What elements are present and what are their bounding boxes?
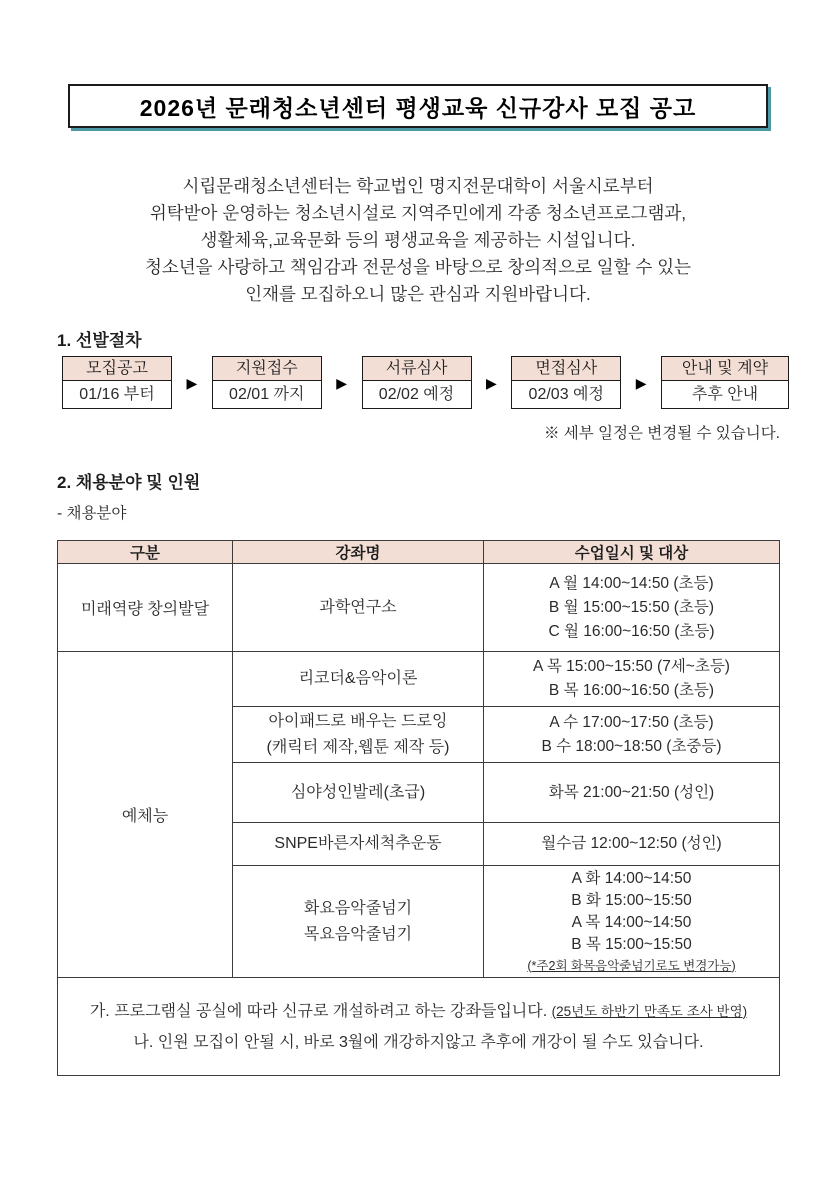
schedule-line: A 월 14:00~14:50 (초등) [549,574,714,592]
flow-step-date: 추후 안내 [691,386,759,403]
column-header-schedule: 수업일시 및 대상 [484,541,780,564]
schedule-line: B 목 15:00~15:50 [571,935,692,953]
course-name-cell [233,866,484,978]
schedule-line: A 수 17:00~17:50 (초등) [549,713,714,731]
flow-step-label: 모집공고 [63,357,171,381]
flow-step-contract [661,356,789,409]
note-underlined-text: (25년도 하반기 만족도 조사 반영) [551,1003,748,1019]
course-name: 심야성인발레(초급) [290,783,426,801]
table-notes-row [58,978,780,1076]
flow-step-label: 서류심사 [363,357,471,381]
schedule-line: B 목 16:00~16:50 (초등) [548,682,715,699]
schedule-line: 월수금 12:00~12:50 (성인) [541,835,722,852]
note-line [58,1027,779,1058]
intro-line: 생활체육,교육문화 등의 평생교육을 제공하는 시설입니다. [200,230,636,250]
section2-subheading: - 채용분야 [57,505,127,522]
intro-line: 위탁받아 운영하는 청소년시설로 지역주민에게 각종 청소년프로그램과, [149,203,687,223]
schedule-cell [484,866,780,978]
course-name: 과학연구소 [319,598,397,616]
flow-step-label: 면접심사 [512,357,620,381]
schedule-line: B 수 18:00~18:50 (초중등) [541,737,722,755]
arrow-right-icon: ▶ [485,374,497,391]
section1-heading: 1. 선발절차 [57,331,142,350]
intro-line: 시립문래청소년센터는 학교법인 명지전문대학이 서울시로부터 [182,176,654,196]
flow-step-date: 02/03 예정 [528,386,604,403]
table-row [58,564,780,652]
schedule-line: B 화 15:00~15:50 [571,891,692,909]
flow-step-date: 02/01 까지 [229,386,305,403]
column-header-course: 강좌명 [233,541,484,564]
note-line [58,996,779,1027]
flow-step-label: 안내 및 계약 [662,357,788,381]
arrow-right-icon: ▶ [635,374,647,391]
course-name-cell [233,652,484,707]
schedule-line: 화목 21:00~21:50 (성인) [548,783,715,801]
schedule-cell [484,823,780,866]
schedule-line: A 화 14:00~14:50 [571,869,692,887]
table-notes-cell [58,978,780,1076]
section2-heading: 2. 채용분야 및 인원 [57,473,201,492]
schedule-line: A 목 14:00~14:50 [571,913,692,931]
flow-step-interview [511,356,621,409]
flow-step-document-review [362,356,472,409]
course-name: 리코더&음악이론 [298,670,418,687]
course-name-sub: (캐릭터 제작,웹툰 제작 등) [266,738,450,756]
schedule-cell [484,763,780,823]
note-text: 나. 인원 모집이 안될 시, 바로 3월에 개강하지않고 추후에 개강이 될 수도 있습니다. [133,1033,704,1051]
arrow-right-icon: ▶ [186,374,198,391]
course-name: 아이패드로 배우는 드로잉 [268,712,448,730]
note-text: 가. 프로그램실 공실에 따라 신규로 개설하려고 하는 강좌들입니다. [89,1002,552,1020]
course-name-cell [233,763,484,823]
schedule-cell [484,652,780,707]
recruitment-table [57,540,780,1076]
schedule-change-option-note: (*주2회 화목음악줄넘기로도 변경가능) [527,958,736,973]
flow-step-announcement [62,356,172,409]
schedule-cell [484,564,780,652]
flow-step-application [212,356,322,409]
intro-paragraph [48,173,788,308]
flow-step-label: 지원접수 [213,357,321,381]
course-name-cell [233,823,484,866]
column-header-category: 구분 [58,541,233,564]
schedule-cell [484,707,780,763]
intro-line: 인재를 모집하오니 많은 관심과 지원바랍니다. [245,284,591,304]
table-row [58,652,780,707]
category-cell: 예체능 [58,652,233,978]
course-name: 목요음악줄넘기 [303,925,413,943]
table-header-row [58,541,780,564]
schedule-line: A 목 15:00~15:50 (7세~초등) [533,658,730,675]
course-name: 화요음악줄넘기 [303,899,413,917]
category-cell: 미래역량 창의발달 [58,564,233,652]
arrow-right-icon: ▶ [336,374,348,391]
course-name: SNPE바른자세척추운동 [274,835,442,852]
flow-step-date: 02/02 예정 [378,386,455,403]
title-box [68,84,768,128]
schedule-line: C 월 16:00~16:50 (초등) [548,622,715,640]
schedule-line: B 월 15:00~15:50 (초등) [548,598,715,616]
schedule-change-note: ※ 세부 일정은 변경될 수 있습니다. [544,425,780,442]
selection-process-flowchart [62,356,789,409]
course-name-cell [233,707,484,763]
page-title: 2026년 문래청소년센터 평생교육 신규강사 모집 공고 [139,94,697,121]
flow-step-date: 01/16 부터 [79,386,155,403]
intro-line: 청소년을 사랑하고 책임감과 전문성을 바탕으로 창의적으로 일할 수 있는 [144,257,692,277]
course-name-cell [233,564,484,652]
